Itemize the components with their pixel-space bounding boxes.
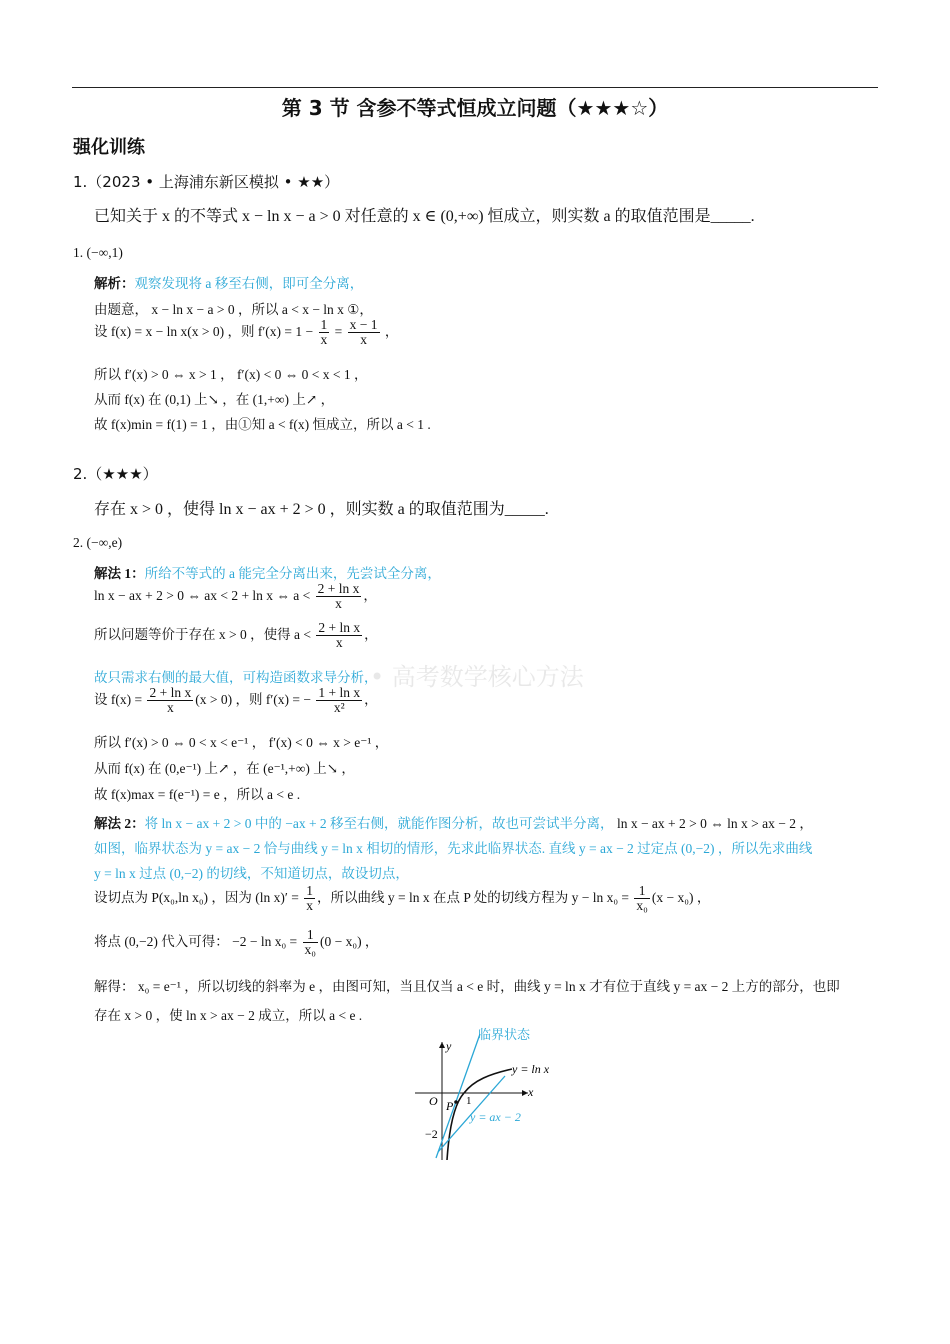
q2-m2-hint3: y = ln x 过点 (0,−2) 的切线，不知道切点，故设切点，: [94, 866, 409, 881]
m2-line2-text: 将点 (0,−2) 代入可得： −2 − ln x₀ =: [94, 933, 298, 949]
y-axis-label: y: [446, 1039, 452, 1053]
q2-m1-line2: [94, 621, 378, 650]
q1-line2-text: 设 f(x) = x − ln x(x > 0) ，则 f′(x) = 1 −: [94, 323, 314, 339]
m1-line1-text: ln x − ax + 2 > 0 ⇔ ax < 2 + ln x ⇔ a <: [94, 587, 311, 603]
q2-m1-line6: 故 f(x)max = f(e⁻¹) = e ，所以 a < e .: [94, 787, 301, 802]
q1-line2-eq: =: [334, 323, 343, 339]
page-title: 第 3 节 含参不等式恒成立问题（★★★☆）: [281, 96, 669, 120]
frac-den: x: [335, 596, 342, 612]
method1-hint: 所给不等式的 a 能完全分离出来，先尝试全分离，: [144, 566, 441, 581]
m2-line2-end: (0 − x₀) ，: [320, 933, 379, 949]
q1-analysis-label: 解析：: [94, 276, 135, 291]
q1-frac-2: [348, 318, 380, 347]
point-p-label: P: [446, 1099, 454, 1113]
m2-line1-text: 设切点为 P(x₀,ln x₀) ，因为 (ln x)′ =: [94, 889, 299, 905]
m2-line1-end: (x − x₀) ，: [651, 889, 711, 905]
point-p-marker: [454, 1100, 458, 1104]
frac-num: 2 + ln x: [317, 581, 360, 596]
x-axis-label: x: [528, 1085, 534, 1099]
q2-m2-line1: [94, 884, 710, 913]
watermark: • 高考数学核心方法: [370, 663, 584, 691]
m2-frac-2: [634, 884, 649, 913]
frac-den: x: [166, 700, 174, 716]
q2-m2-line2: [94, 928, 378, 957]
section-heading: 强化训练: [73, 137, 145, 158]
frac-den: x: [306, 898, 313, 914]
q2-m1-line3: [94, 686, 378, 715]
q1-line3: 所以 f′(x) > 0 ⇔ x > 1 ， f′(x) < 0 ⇔ 0 < x < 1 ，: [94, 367, 368, 382]
q2-heading: 2.（★★★）: [73, 465, 158, 483]
frac-num: 2 + ln x: [318, 620, 361, 635]
frac-den: x: [360, 332, 367, 348]
q1-answer: 1. (−∞,1): [73, 245, 123, 260]
q1-line1: 由题意， x − ln x − a > 0 ，所以 a < x − ln x ①，: [94, 302, 373, 317]
m1-frac-4: [316, 686, 362, 715]
q1-frac-1: [319, 318, 330, 347]
frac-num: 1: [320, 317, 328, 332]
frac-num: 1: [303, 928, 318, 943]
m1-line3-text: 设 f(x) =: [94, 691, 143, 707]
q2-m2-line4: 存在 x > 0 ，使 ln x > ax − 2 成立，所以 a < e .: [94, 1008, 363, 1023]
q1-line5: 故 f(x)min = f(1) = 1 ，由①知 a < f(x) 恒成立，所以 a < 1 .: [94, 417, 431, 432]
frac-den: x₀: [636, 898, 648, 914]
m1-line2-text: 所以问题等价于存在 x > 0 ，使得 a <: [94, 626, 311, 642]
m1-frac-3: [147, 686, 193, 715]
frac-den: x₀: [304, 942, 316, 958]
q1-analysis-hint: 观察发现将 a 移至右侧，即可全分离，: [134, 276, 364, 291]
frac-den: x: [320, 332, 328, 348]
m1-line3-end: ，: [364, 691, 378, 707]
top-rule: [72, 87, 878, 88]
m1-line1-end: ，: [363, 587, 377, 603]
q1-heading: 1.（2023 • 上海浦东新区模拟 • ★★）: [73, 173, 340, 191]
q2-m1-hint2: 故只需求右侧的最大值，可构造函数求导分析，: [94, 670, 378, 685]
one-label: 1: [466, 1095, 472, 1107]
method2-hint1-black: ln x − ax + 2 > 0 ⇔ ln x > ax − 2 ，: [613, 816, 813, 831]
m1-frac-1: [316, 582, 362, 611]
frac-den: x²: [333, 700, 345, 716]
q1-line4: 从而 f(x) 在 (0,1) 上↘ ，在 (1,+∞) 上↗ ，: [94, 392, 335, 407]
method2-hint1: 将 ln x − ax + 2 > 0 中的 −ax + 2 移至右侧，就能作图分析，故也可尝试半分离，: [144, 816, 614, 831]
q1-line2: [94, 318, 398, 347]
frac-num: 2 + ln x: [149, 685, 192, 700]
q1-body: 已知关于 x 的不等式 x − ln x − a > 0 对任意的 x ∈ (0,+∞) 恒成立，则实数 a 的取值范围是_____.: [94, 208, 755, 225]
q1-analysis: [94, 272, 363, 292]
method2-label: 解法 2：: [94, 816, 145, 831]
frac-num: x − 1: [349, 317, 378, 332]
frac-num: 1 + ln x: [318, 685, 361, 700]
q1-line2-end: ，: [384, 323, 399, 339]
tangent-figure: [400, 1020, 580, 1165]
frac-den: x: [335, 635, 343, 651]
curve-label: y = ln x: [512, 1062, 550, 1076]
m1-line3-mid: (x > 0) ，则 f′(x) = −: [195, 691, 312, 707]
q2-answer: 2. (−∞,e): [73, 535, 123, 550]
m2-frac-1: [304, 884, 315, 913]
q2-method2-heading: [94, 812, 813, 832]
tangent-line: [436, 1034, 480, 1158]
q2-m1-line1: [94, 582, 377, 611]
q2-body: 存在 x > 0 ，使得 ln x − ax + 2 > 0 ，则实数 a 的取值范围为_____.: [94, 501, 549, 518]
line-label: y = ax − 2: [470, 1110, 521, 1124]
q2-m1-line5: 从而 f(x) 在 (0,e⁻¹) 上↗ ，在 (e⁻¹,+∞) 上↘ ，: [94, 761, 355, 776]
q2-m1-line4: 所以 f′(x) > 0 ⇔ 0 < x < e⁻¹ ， f′(x) < 0 ⇔ x > e⁻¹ ，: [94, 735, 389, 750]
origin-label: O: [429, 1094, 438, 1108]
m1-frac-2: [316, 621, 362, 650]
m2-frac-3: [303, 928, 318, 957]
frac-num: 1: [634, 884, 649, 899]
m2-line1-mid: ，所以曲线 y = ln x 在点 P 处的切线方程为 y − ln x₀ =: [316, 889, 630, 905]
frac-num: 1: [306, 883, 313, 898]
q2-m2-hint2: 如图，临界状态为 y = ax − 2 恰与曲线 y = ln x 相切的情形，先求此临界状态. 直线 y = ax − 2 过定点 (0,−2) ，所以先求曲线: [94, 841, 813, 856]
m1-line2-end: ，: [364, 626, 378, 642]
q2-m2-line3: 解得： x₀ = e⁻¹ ，所以切线的斜率为 e ，由图可知，当且仅当 a < e 时，曲线 y = ln x 才有位于直线 y = ax − 2 上方的部分，也即: [94, 979, 840, 994]
q2-method1-heading: [94, 562, 441, 582]
minus-two-label: −2: [425, 1127, 438, 1141]
critical-label: 临界状态: [478, 1028, 531, 1043]
method1-label: 解法 1：: [94, 566, 145, 581]
